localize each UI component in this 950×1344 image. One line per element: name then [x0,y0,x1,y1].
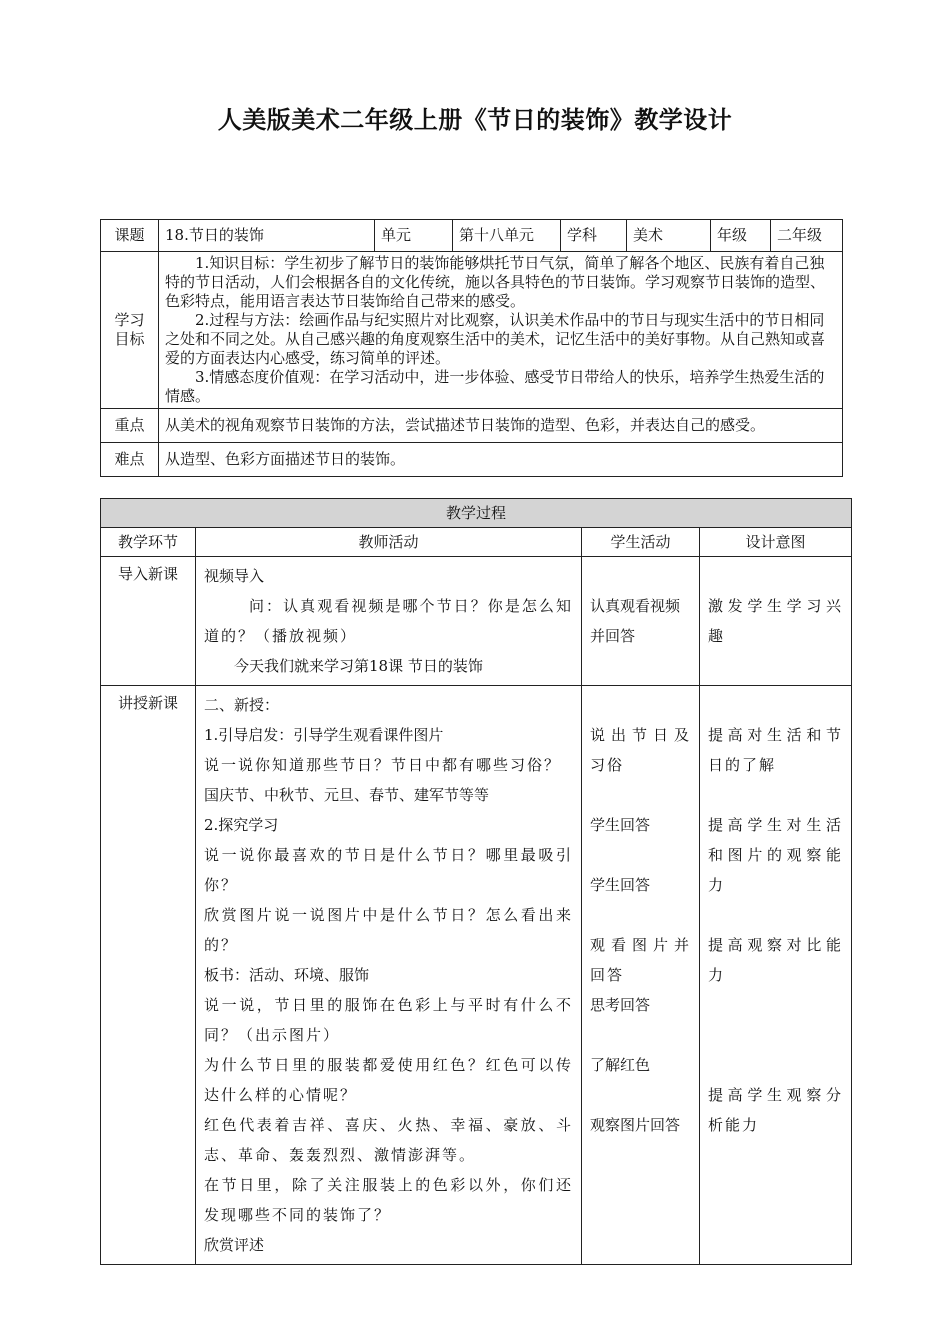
grade-value: 二年级 [771,220,843,252]
student-activity-new: 说出节日及习俗 学生回答 学生回答 观看图片并回答 思考回答 了解红色 观察图片回答 [582,686,700,1265]
col-student-header: 学生活动 [582,528,700,557]
goal-knowledge: 1.知识目标：学生初步了解节日的装饰能够烘托节日气氛，简单了解各个地区、民族有着自己独特的节日活动，人们会根据各自的文化传统，施以各具特色的节日装饰。学习观察节日装饰的造型、色彩特点，能用语言表达节日装饰给自己带来的感受。 [165,254,826,310]
page-title: 人美版美术二年级上册《节日的装饰》教学设计 [217,105,733,134]
teacher-activity-new: 二、新授： 1.引导启发：引导学生观看课件图片 说一说你知道那些节日？节日中都有哪些习俗？ 国庆节、中秋节、元旦、春节、建军节等等 2.探究学习 说一说你最喜欢的节日是什么节日？哪里最吸引你？ 欣赏图片说一说图片中是什么节日？怎么看出来的？ 板书：活动、环境、服饰 说一说，节日里的服饰在色彩上与平时有什么不同？（出示图片） 为什么节日里的服装都爱使用红色？红色可以传达什么样的心情呢？ 红色代表着吉祥、喜庆、火热、幸福、豪放、斗志、革命、轰轰烈烈、激情澎湃等。 在节日里，除了关注服装上的色彩以外，你们还发现哪些不同的装饰了？ 欣赏评述 [196,686,582,1265]
topic-value: 18.节日的装饰 [159,220,375,252]
grade-label: 年级 [711,220,771,252]
goals-text [159,252,843,409]
unit-value: 第十八单元 [453,220,561,252]
teacher-activity-intro: 视频导入 问：认真观看视频是哪个节日？你是怎么知道的？（播放视频） 今天我们就来学习第18课 节日的装饰 [196,557,582,686]
table-row [101,557,852,686]
subject-label: 学科 [561,220,627,252]
col-stage-header: 教学环节 [101,528,196,557]
process-heading: 教学过程 [101,499,852,528]
goal-emotion: 3.情感态度价值观：在学习活动中，进一步体验、感受节日带给人的快乐，培养学生热爱生活的情感。 [165,368,825,405]
difficulty-text: 从造型、色彩方面描述节日的装饰。 [159,443,843,477]
difficulty-label: 难点 [101,443,159,477]
goal-process: 2.过程与方法：绘画作品与纪实照片对比观察，认识美术作品中的节日与现实生活中的节日相同之处和不同之处。从自己感兴趣的角度观察生活中的美术，记忆生活中的美好事物。从自己熟知或喜爱的方面表达内心感受，练习简单的评述。 [165,311,826,367]
topic-label: 课题 [101,220,159,252]
student-activity-intro: 认真观看视频并回答 [582,557,700,686]
key-point-text: 从美术的视角观察节日装饰的方法，尝试描述节日装饰的造型、色彩，并表达自己的感受。 [159,409,843,443]
intent-intro: 激发学生学习兴趣 [700,557,852,686]
unit-label: 单元 [375,220,453,252]
lesson-info-table [100,219,843,477]
table-row [101,686,852,1265]
key-point-label: 重点 [101,409,159,443]
intent-new: 提高对生活和节日的了解 提高学生对生活和图片的观察能力 提高观察对比能力 提高学生观察分析能力 [700,686,852,1265]
stage-new-lesson: 讲授新课 [101,686,196,1265]
col-intent-header: 设计意图 [700,528,852,557]
goals-label: 学习 目标 [101,252,159,409]
stage-intro: 导入新课 [101,557,196,686]
subject-value: 美术 [627,220,711,252]
col-teacher-header: 教师活动 [196,528,582,557]
teaching-process-table [100,498,852,1265]
